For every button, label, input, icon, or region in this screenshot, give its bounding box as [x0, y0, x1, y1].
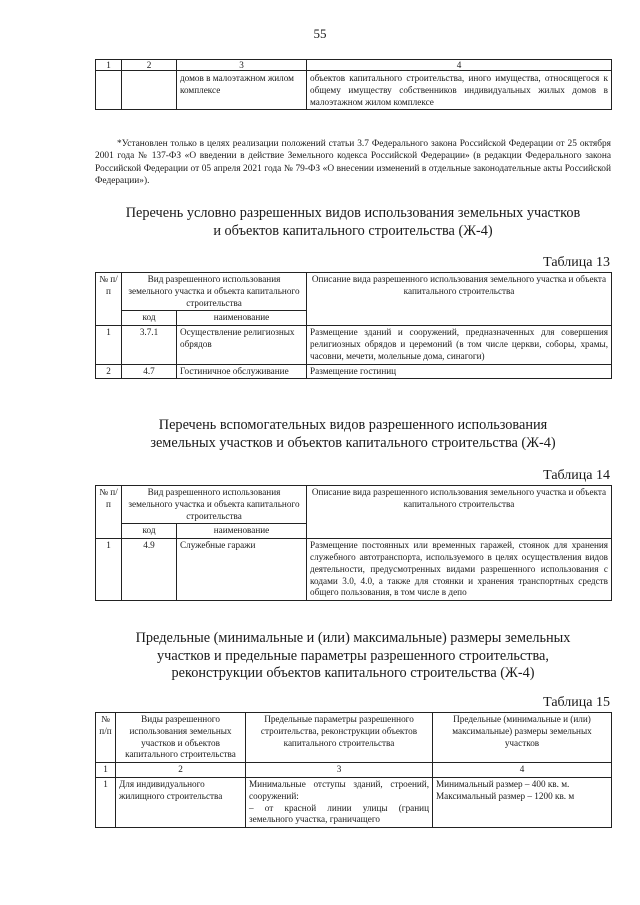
table-row [96, 777, 612, 827]
cell-description: Размещение зданий и сооружений, предназначенных для совершения религиозных обрядов и церемоний (в том числе церкви, соборы, храмы, часовни, мечети, молельные дома, синагоги) [307, 326, 612, 364]
column-number: 1 [96, 763, 116, 778]
cell-code: 3.7.1 [122, 326, 177, 364]
cell-name: домов в малоэтажном жилом комплексе [177, 71, 307, 110]
cell-code: 4.7 [122, 364, 177, 379]
cell-description: объектов капитального строительства, иного имущества, относящегося к общему имуществу собственников индивидуальных жилых домов в малоэтажном жилом комплексе [307, 71, 612, 110]
header-description: Описание вида разрешенного использования земельного участка и объекта капитального строительства [307, 273, 612, 326]
table-13-label: Таблица 13 [543, 255, 610, 270]
header-sizes: Предельные (минимальные и (или) максимальные) размеры земельных участков [433, 713, 612, 763]
column-number: 2 [122, 60, 177, 71]
cell-name: Служебные гаражи [177, 539, 307, 601]
cell-name: Осуществление религиозных обрядов [177, 326, 307, 364]
footnote: *Установлен только в целях реализации положений статьи 3.7 Федерального закона Российской Федерации от 25 октября 2001 года № 137-ФЗ «О введении в действие Земельного кодекса Российской Федерации» (в редакции Федерального закона Российской Федерации от 05 апреля 2021 года № 79-ФЗ «О внесении изменений в отдельные законодательные акты Российской Федерации»). [95, 139, 611, 186]
section-15-heading [80, 630, 626, 683]
cell-num: 2 [96, 364, 122, 379]
column-number: 3 [246, 763, 433, 778]
header-description: Описание вида разрешенного использования земельного участка и объекта капитального строительства [307, 486, 612, 539]
column-number: 4 [307, 60, 612, 71]
column-number: 4 [433, 763, 612, 778]
header-name: наименование [177, 311, 307, 326]
section-14-heading [80, 417, 626, 452]
header-code: код [122, 524, 177, 539]
cell-description: Размещение постоянных или временных гаражей, стоянок для хранения служебного автотранспорта, используемого в целях осуществления видов деятельности, предусмотренных видами разрешенного использования с кодами 3.0, 4.0, а также для стоянки и хранения транспортных средств общего пользования, в том числе в депо [307, 539, 612, 601]
params-line: Минимальные отступы зданий, строений, сооружений: [249, 778, 429, 801]
heading-line: участков и предельные параметры разрешенного строительства, [157, 647, 549, 664]
cell-sizes [433, 777, 612, 827]
size-min: Минимальный размер – 400 кв. м. [436, 778, 570, 789]
table-14 [95, 485, 612, 601]
heading-line: и объектов капитального строительства (Ж-4) [213, 222, 493, 239]
cell-num: 1 [96, 539, 122, 601]
heading-line: Предельные (минимальные и (или) максимальные) размеры земельных [135, 630, 571, 646]
cell-code: 4.9 [122, 539, 177, 601]
cell-description: Размещение гостиниц [307, 364, 612, 379]
table-row [96, 326, 612, 364]
column-number-row [96, 763, 612, 778]
column-number: 1 [96, 60, 122, 71]
heading-line: Перечень вспомогательных видов разрешенного использования [158, 417, 548, 433]
header-num: № п/п [96, 273, 122, 326]
header-params: Предельные параметры разрешенного строительства, реконструкции объектов капитального строительства [246, 713, 433, 763]
heading-line: реконструкции объектов капитального строительства (Ж-4) [171, 665, 535, 681]
page-number: 55 [313, 26, 327, 41]
table-15 [95, 712, 612, 828]
table-14-label: Таблица 14 [543, 468, 610, 483]
cell-code [122, 71, 177, 110]
column-number: 3 [177, 60, 307, 71]
cell-params [246, 777, 433, 827]
table-row [96, 364, 612, 379]
table-15-label: Таблица 15 [543, 695, 610, 710]
header-num: № п/п [96, 713, 116, 763]
params-line: – от красной линии улицы (границ земельного участка, граничащего [249, 802, 429, 825]
cell-name: Гостиничное обслуживание [177, 364, 307, 379]
header-name: наименование [177, 524, 307, 539]
column-number-row [96, 60, 612, 71]
heading-line: земельных участков и объектов капитального строительства (Ж-4) [150, 434, 556, 451]
continued-table [95, 59, 612, 110]
column-number: 2 [116, 763, 246, 778]
header-kind: Вид разрешенного использования земельного участка и объекта капитального строительства [122, 273, 307, 311]
table-13 [95, 272, 612, 379]
table-row [96, 71, 612, 110]
cell-num: 1 [96, 326, 122, 364]
heading-line: Перечень условно разрешенных видов использования земельных участков [125, 205, 581, 221]
cell-num: 1 [96, 777, 116, 827]
cell-num [96, 71, 122, 110]
header-kind: Виды разрешенного использования земельных участков и объектов капитального строительства [116, 713, 246, 763]
header-code: код [122, 311, 177, 326]
header-kind: Вид разрешенного использования земельного участка и объекта капитального строительства [122, 486, 307, 524]
section-13-heading [80, 205, 626, 240]
size-max: Максимальный размер – 1200 кв. м [436, 790, 575, 801]
header-num: № п/п [96, 486, 122, 539]
cell-kind: Для индивидуального жилищного строительства [116, 777, 246, 827]
table-row [96, 539, 612, 601]
